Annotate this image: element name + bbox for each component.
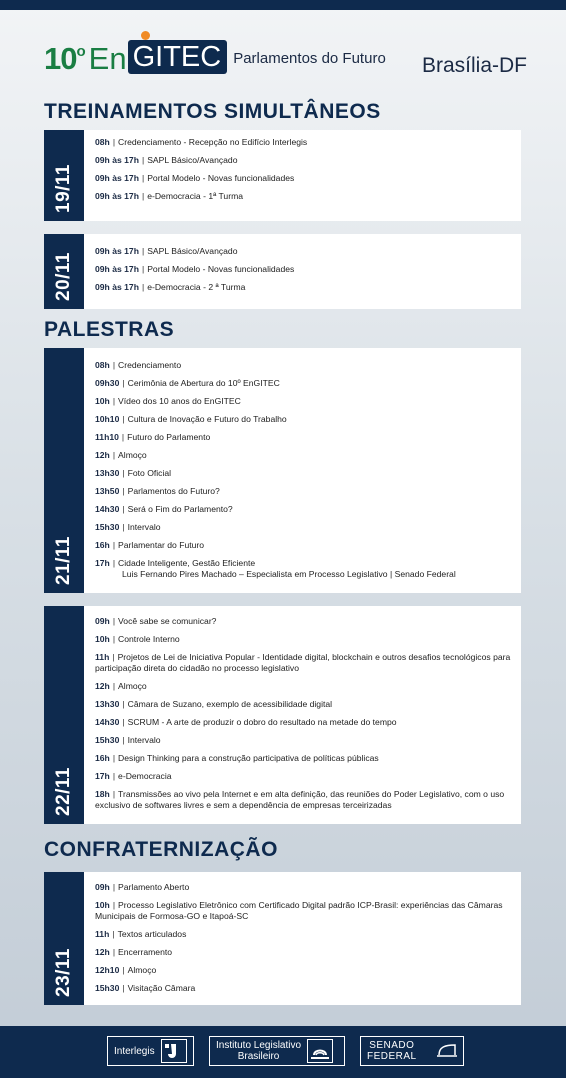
day-date: 22/11 — [44, 606, 84, 824]
day-date: 23/11 — [44, 872, 84, 1005]
schedule-item: 13h30 | Foto Oficial — [95, 468, 172, 478]
day-card-21-11 — [44, 348, 521, 593]
day-date: 19/11 — [44, 130, 84, 221]
schedule-item: 15h30 | Visitação Câmara — [95, 983, 196, 993]
schedule-item: 10h | Processo Legislativo Eletrônico com Certificado Digital padrão ICP-Brasil: experiências das Câmaras Municipais de Formosa-GO e Itapoá-SC — [95, 900, 503, 921]
schedule-item: 09h30 | Cerimônia de Abertura do 10º EnGITEC — [95, 378, 280, 388]
schedule-item: 09h às 17h | SAPL Básico/Avançado — [95, 246, 238, 256]
section-title-treinamentos: TREINAMENTOS SIMULTÂNEOS — [44, 100, 381, 123]
schedule-item: 10h | Controle Interno — [95, 634, 180, 644]
schedule-item: 17h | e-Democracia — [95, 771, 172, 781]
schedule-item: 09h às 17h | SAPL Básico/Avançado — [95, 155, 238, 165]
day-schedule — [84, 872, 521, 1005]
schedule-item: 08h | Credenciamento - Recepção no Edifício Interlegis — [95, 137, 308, 147]
schedule-item: 12h | Almoço — [95, 681, 147, 691]
logo-tagline: Parlamentos do Futuro — [233, 50, 386, 67]
schedule-item: 08h | Credenciamento — [95, 360, 182, 370]
logo-gitec: GITEC — [128, 40, 228, 74]
day-date: 21/11 — [44, 348, 84, 593]
section-title-confraternizacao: CONFRATERNIZAÇÃO — [44, 838, 278, 861]
city: Brasília-DF — [422, 54, 528, 77]
day-date: 20/11 — [44, 234, 84, 309]
schedule-item: 10h | Vídeo dos 10 anos do EnGITEC — [95, 396, 241, 406]
schedule-item: 09h | Você sabe se comunicar? — [95, 616, 217, 626]
section-title-palestras: PALESTRAS — [44, 318, 175, 341]
engitec-logo — [44, 34, 386, 74]
day-card-22-11 — [44, 606, 521, 824]
schedule-item: 12h10 | Almoço — [95, 965, 157, 975]
logo-en: En — [88, 41, 127, 76]
schedule-item: 11h | Textos articulados — [95, 929, 187, 939]
schedule-item: 10h10 | Cultura de Inovação e Futuro do Trabalho — [95, 414, 287, 424]
interlegis-logo: Interlegis — [107, 1036, 194, 1066]
schedule-item: 11h | Projetos de Lei de Iniciativa Popular - Identidade digital, blockchain e outros desafios tecnológicos para participação direta do cidadão no processo legislativo — [95, 652, 511, 673]
schedule-item: 09h às 17h | Portal Modelo - Novas funcionalidades — [95, 173, 295, 183]
schedule-item: 11h10 | Futuro do Parlamento — [95, 432, 211, 442]
schedule-item: 14h30 | SCRUM - A arte de produzir o dobro do resultado na metade do tempo — [95, 717, 397, 727]
schedule-item: 13h50 | Parlamentos do Futuro? — [95, 486, 220, 496]
interlegis-icon — [161, 1039, 187, 1063]
schedule-item: 16h | Parlamentar do Futuro — [95, 540, 205, 550]
schedule-item: 15h30 | Intervalo — [95, 522, 161, 532]
schedule-item: 14h30 | Será o Fim do Parlamento? — [95, 504, 233, 514]
day-card-23-11 — [44, 872, 521, 1005]
top-bar — [0, 0, 566, 10]
schedule-item: 09h | Parlamento Aberto — [95, 882, 190, 892]
schedule-item: 16h | Design Thinking para a construção participativa de políticas públicas — [95, 753, 379, 763]
schedule-item: 12h | Encerramento — [95, 947, 173, 957]
schedule-item: 17h | Cidade Inteligente, Gestão Eficiente Luis Fernando Pires Machado – Especialista em Processo Legislativo | Senado Federal — [95, 558, 513, 580]
ilb-icon — [307, 1039, 333, 1063]
schedule-item: 12h | Almoço — [95, 450, 147, 460]
schedule-item: 18h | Transmissões ao vivo pela Internet e em alta definição, das reuniões do Poder Legislativo, com o uso exclusivo de softwares livres e sem a dependência de empresas terceirizadas — [95, 789, 505, 810]
schedule-item: 09h às 17h | e-Democracia - 1ª Turma — [95, 191, 244, 201]
day-card-20-11 — [44, 234, 521, 309]
senado-federal-logo: SENADO FEDERAL — [360, 1036, 464, 1066]
schedule-item: 13h30 | Câmara de Suzano, exemplo de acessibilidade digital — [95, 699, 333, 709]
speaker-credit: Luis Fernando Pires Machado – Especialista em Processo Legislativo | Senado Federal — [122, 569, 456, 579]
senado-dome-icon — [435, 1038, 459, 1061]
schedule-item: 15h30 | Intervalo — [95, 735, 161, 745]
logo-number: 10$^o$ — [44, 41, 85, 76]
day-schedule — [84, 130, 521, 221]
schedule-item: 09h às 17h | e-Democracia - 2 ª Turma — [95, 282, 246, 292]
logo-dot-icon — [141, 31, 150, 40]
day-schedule — [84, 234, 521, 309]
ilb-logo: Instituto Legislativo Brasileiro — [209, 1036, 345, 1066]
day-schedule — [84, 348, 521, 593]
day-card-19-11 — [44, 130, 521, 221]
schedule-item: 09h às 17h | Portal Modelo - Novas funcionalidades — [95, 264, 295, 274]
day-schedule — [84, 606, 521, 824]
